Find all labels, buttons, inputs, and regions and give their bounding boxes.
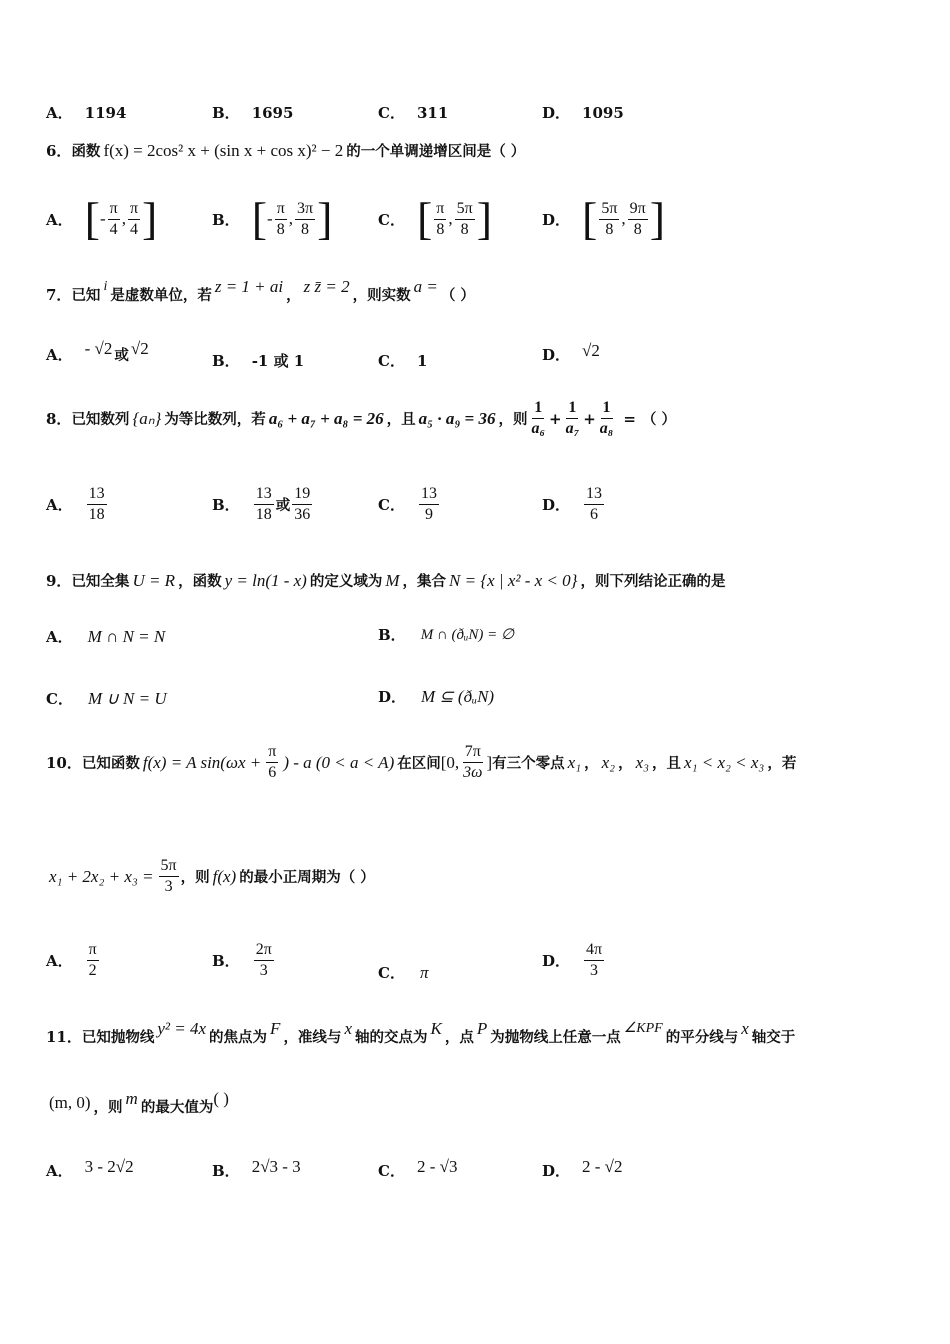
question-11: 11． 已知抛物线 y² = 4x 的焦点为 F ，准线与 x 轴的交点为 K ，点 P 为抛物线上任意一点 ∠KPF 的平分线与 x 轴交于: [46, 1018, 796, 1046]
question-10: 10． 已知函数 f(x) = A sin(ωx + $\frac{\pi}{6}$ ) - a (0 < a < A) 在区间 [0, $\frac{7\pi}{3\omega}$ ] 有三个零点 x₁ ， x₂ ， x₃ ，且 x₁ < x₂ < x₃ ，若: [46, 743, 797, 781]
question-9: 9． 已知全集 U = R ，函数 y = ln(1 - x) 的定义域为 M ，集合 N = {x | x² - x < 0} ，则下列结论正确的是: [46, 570, 726, 590]
fraction: $\frac{\pi}{4}$: [129, 199, 139, 238]
option-d: D． M ⊆ (ðᵤN): [378, 686, 495, 706]
option-b: B． 1695: [212, 103, 294, 122]
option-a: A． [ - $\frac{\pi}{4}$ , $\frac{\pi}{4}$ ]: [46, 193, 158, 244]
fraction: $\frac{\pi}{8}$: [276, 199, 285, 238]
fraction: $\frac{5\pi}{8}$: [456, 199, 473, 238]
fraction: $\frac{13}{9}$: [420, 485, 437, 523]
option-b: B． $\frac{13}{18}$ 或 $\frac{19}{36}$: [212, 485, 311, 523]
question-10-line-2: x₁ + 2x₂ + x₃ = $\frac{5\pi}{3}$ ，则 f(x) 的最小正周期为（ ）: [49, 857, 375, 895]
fraction: $\frac{2\pi}{3}$: [255, 941, 272, 979]
question-8: 8． 已知数列 {aₙ} 为等比数列，若 a₆ + a₇ + a₈ = 26 ，且 a₅ · a₉ = 36 ，则 $\frac{1}{\text{a₆}}$ + $\frac{1}{\text{a₇}}$ + $\frac{1}{\text{a₈}}$ = （ ）: [46, 399, 676, 437]
option-d: D． √2: [542, 340, 600, 364]
fraction: $\frac{5\pi}{3}$: [160, 857, 177, 895]
option-a: A． 3 - 2√2: [46, 1156, 134, 1180]
option-d: D． 1095: [542, 103, 624, 122]
fraction: $\frac{1}{\text{a₆}}$: [531, 399, 546, 437]
fraction: $\frac{13}{18}$: [88, 485, 105, 523]
option-b: B． $\frac{2\pi}{3}$: [212, 941, 272, 979]
option-c: C． 1: [378, 351, 428, 370]
fraction: $\frac{\pi}{6}$: [268, 743, 277, 781]
option-b: B． M ∩ (ðᵤN) = ∅: [378, 626, 515, 644]
option-a: A． $\frac{13}{18}$: [46, 485, 105, 523]
question-7: 7． 已知 i 是虚数单位，若 z = 1 + ai ， z z̄ = 2 ，则实数 a = （ ）: [46, 276, 475, 304]
fraction: $\frac{1}{\text{a₈}}$: [599, 399, 614, 437]
option-b: B． 2√3 - 3: [212, 1156, 301, 1180]
fraction: $\frac{5\pi}{8}$: [601, 199, 618, 238]
fraction: $\frac{7\pi}{3\omega}$: [463, 743, 483, 781]
fraction: $\frac{\pi}{4}$: [109, 199, 118, 238]
fraction: $\frac{13}{18}$: [255, 485, 272, 523]
fraction: $\frac{\pi}{8}$: [436, 199, 445, 238]
option-a: A． M ∩ N = N: [46, 626, 166, 646]
question-6: 6． 函数 f(x) = 2cos² x + (sin x + cos x)² − 2 的一个单调递增区间是（ ）: [46, 140, 526, 160]
option-c: C． $\frac{13}{9}$: [378, 485, 437, 523]
option-c: C． π: [378, 962, 429, 982]
fraction: $\frac{\pi}{2}$: [88, 941, 97, 979]
option-d: D． 2 - √2: [542, 1156, 623, 1180]
option-d: D． $\frac{13}{6}$: [542, 485, 603, 523]
option-b: B． -1 或 1: [212, 352, 305, 370]
option-b: B． [ - $\frac{\pi}{8}$ , $\frac{3\pi}{8}$ ]: [212, 193, 333, 244]
option-c: C． 2 - √3: [378, 1156, 458, 1180]
option-d: D． $\frac{4\pi}{3}$: [542, 941, 603, 979]
option-c: C． M ∪ N = U: [46, 688, 167, 708]
fraction: $\frac{4\pi}{3}$: [586, 941, 603, 979]
option-a: A． - √2 或 √2: [46, 338, 149, 364]
fraction: $\frac{9\pi}{8}$: [629, 199, 646, 238]
option-a: A． 1194: [46, 103, 127, 122]
fraction: $\frac{3\pi}{8}$: [297, 199, 314, 238]
fraction: $\frac{13}{6}$: [586, 485, 603, 523]
option-a: A． $\frac{\pi}{2}$: [46, 941, 97, 979]
question-11-line-2: (m, 0) ，则 m 的最大值为 ( ): [49, 1088, 229, 1116]
fraction: $\frac{1}{\text{a₇}}$: [565, 399, 580, 437]
option-c: C． 311: [378, 103, 449, 122]
option-c: C． [ $\frac{\pi}{8}$ , $\frac{5\pi}{8}$ ]: [378, 193, 493, 244]
fraction: $\frac{19}{36}$: [294, 485, 311, 523]
option-d: D． [ $\frac{5\pi}{8}$ , $\frac{9\pi}{8}$ ]: [542, 193, 666, 244]
